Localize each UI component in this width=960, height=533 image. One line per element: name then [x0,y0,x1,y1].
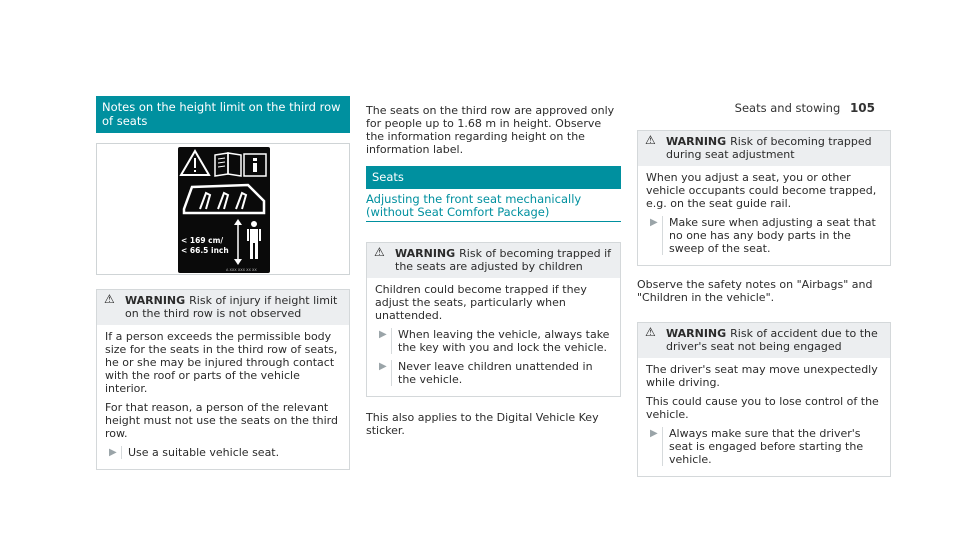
warning-word: WARNING [395,247,456,260]
warning-header [638,323,890,358]
arrow-right-icon: ▶ [650,428,658,439]
arrow-right-icon: ▶ [109,447,117,458]
warning-triangle-icon: ⚠ [104,292,115,306]
intro-paragraph: The seats on the third row are approved only for people up to 1.68 m in height. Observe the information regarding height on the information label. [366,104,615,156]
warning-body [367,278,620,396]
action-step [375,328,612,354]
warning-paragraph: If a person exceeds the permissible body size for the seats in the third row of seats, he or she may be injured through contact with the roof or parts of the vehicle interior. [105,330,338,395]
warning-word: WARNING [666,327,727,340]
warning-box-children [366,242,621,397]
warning-box-accident [637,322,891,477]
column-3 [637,130,891,477]
action-step [646,216,882,255]
warning-box-height [96,289,350,470]
action-step-text: Never leave children unattended in the vehicle. [391,360,612,386]
label-illustration [178,147,270,273]
subsection-title: Adjusting the front seat mechanically (without Seat Comfort Package) [366,193,621,222]
warning-triangle-icon [181,151,209,175]
warning-paragraph: The driver's seat may move unexpectedly while driving. [646,363,878,389]
column-2 [366,104,621,156]
arrow-right-icon: ▶ [379,329,387,340]
column-2-seats [366,166,621,437]
action-step-text: Always make sure that the driver's seat is engaged before starting the vehicle. [662,427,882,466]
warning-triangle-icon: ⚠ [645,133,656,147]
warning-body [638,166,890,265]
car-seats-icon [184,185,264,213]
warning-paragraph: Children could become trapped if they adjust the seats, particularly when unattended. [375,283,587,322]
warning-body [97,325,349,469]
outro-paragraph: This also applies to the Digital Vehicle Key sticker. [366,411,599,437]
action-step [105,446,341,459]
warning-title: Risk of becoming trapped if the seats are adjusted by children [395,247,612,273]
action-step [646,427,882,466]
section-title-height-limit: Notes on the height limit on the third row of seats [96,96,350,133]
section-title-seats: Seats [366,166,621,189]
warning-title: Risk of becoming trapped during seat adjustment [666,135,872,161]
warning-header [97,290,349,325]
label-height-cm: < 169 cm/ [181,236,224,245]
warning-word: WARNING [666,135,727,148]
section-name: Seats and stowing [734,101,841,115]
warning-box-trapped [637,130,891,266]
info-icon [244,154,266,176]
action-step [375,360,612,386]
warning-title: Risk of accident due to the driver's seat not being engaged [666,327,878,353]
warning-body [638,358,890,476]
warning-header [367,243,620,278]
warning-word: WARNING [125,294,186,307]
info-label-sticker [178,147,270,273]
page-number: 105 [849,101,875,115]
action-step-text: Make sure when adjusting a seat that no one has any body parts in the sweep of the seat. [662,216,882,255]
height-limit-label-figure [96,143,350,275]
warning-triangle-icon: ⚠ [645,325,656,339]
label-part-code: A XXX XXX XX XX [226,268,257,272]
warning-paragraph: This could cause you to lose control of the vehicle. [646,395,879,421]
label-height-in: < 66.5 inch [181,246,229,255]
safety-note-paragraph: Observe the safety notes on "Airbags" and "Children in the vehicle". [637,278,873,304]
warning-triangle-icon: ⚠ [374,245,385,259]
arrow-right-icon: ▶ [650,217,658,228]
warning-header [638,131,890,166]
person-icon [247,221,261,259]
action-step-text: Use a suitable vehicle seat. [121,446,279,459]
page-header [735,101,875,115]
arrow-right-icon: ▶ [379,361,387,372]
column-1 [96,96,350,133]
warning-title: Risk of injury if height limit on the third row is not observed [125,294,338,320]
column-1-warning [96,289,350,470]
action-step-text: When leaving the vehicle, always take the key with you and lock the vehicle. [391,328,612,354]
warning-paragraph: When you adjust a seat, you or other vehicle occupants could become trapped, e.g. on the seat guide rail. [646,171,877,210]
height-arrow-icon [234,219,242,265]
warning-paragraph: For that reason, a person of the relevant height must not use the seats on the third row. [105,401,338,440]
manual-book-icon [215,153,241,176]
